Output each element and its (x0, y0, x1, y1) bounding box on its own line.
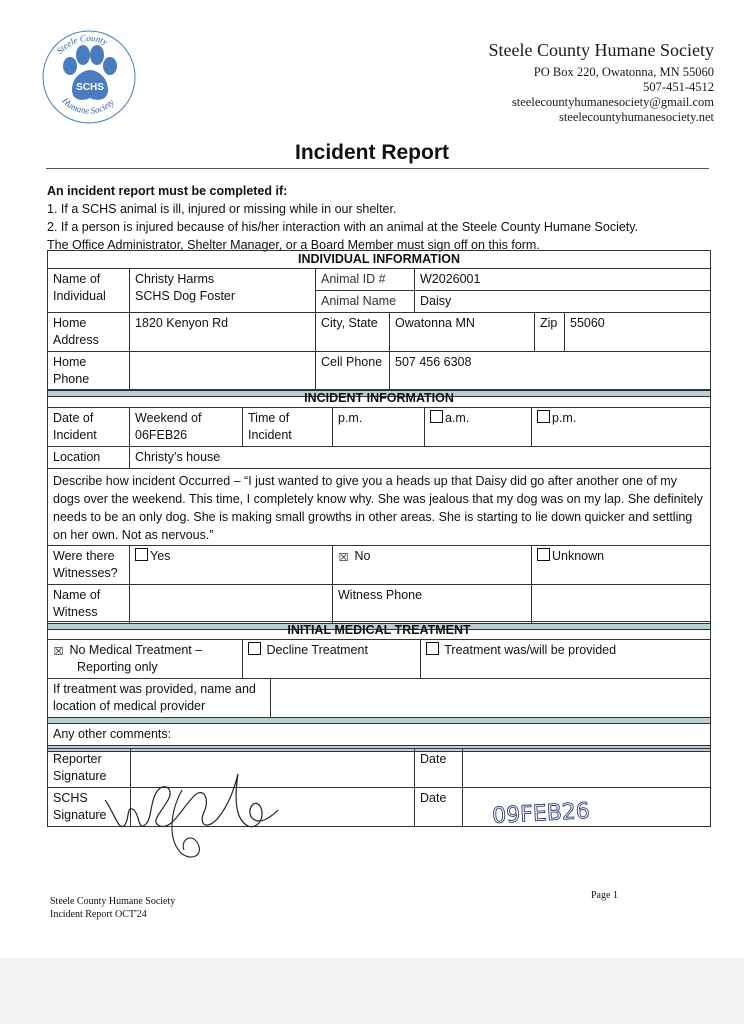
footer (50, 895, 175, 921)
witness-phone-field[interactable] (532, 585, 711, 624)
animal-name-field[interactable]: Daisy (415, 291, 711, 313)
no-label: No (354, 549, 371, 563)
section-individual-info: INDIVIDUAL INFORMATION (48, 251, 711, 269)
decline-checkbox[interactable] (248, 642, 261, 655)
org-email: steelecountyhumanesociety@gmail.com (511, 95, 714, 109)
home-address-field[interactable]: 1820 Kenyon Rd (130, 313, 316, 352)
am-checkbox[interactable] (430, 410, 443, 423)
location-label: Location (48, 447, 130, 469)
section-incident-info: INCIDENT INFORMATION (48, 390, 711, 408)
incident-info-table (47, 389, 711, 630)
location-field[interactable]: Christy’s house (130, 447, 711, 469)
incident-description-field[interactable]: Describe how incident Occurred – “I just wanted to give you a heads up that Daisy did go after another one of my dogs over the weekend. This time, I completely know why. She was jealous that my dog was on my lap. She definitely needs to be an only dog. She is making small growths in other areas. She is starting to lie down quicker and settling on her own. Not as nervous.” (48, 469, 711, 546)
name-label: Name of Individual (48, 269, 130, 313)
city-state-field[interactable]: Owatonna MN (390, 313, 535, 352)
name-value-2: SCHS Dog Foster (135, 289, 236, 303)
no-medical-option[interactable] (48, 640, 243, 679)
intro-signoff: The Office Administrator, Shelter Manager, or a Board Member must sign off on this form. (47, 238, 540, 252)
comments-field[interactable]: Any other comments: (48, 724, 711, 746)
intro-text (47, 182, 727, 254)
pm-checkbox[interactable] (537, 410, 550, 423)
title-divider (46, 168, 709, 169)
home-phone-label: Home Phone (48, 352, 130, 391)
footer-form-version: Incident Report OCT'24 (50, 909, 147, 920)
org-address: PO Box 220, Owatonna, MN 55060 (533, 65, 714, 79)
witnesses-label: Were there Witnesses? (48, 546, 130, 585)
provided-label: Treatment was/will be provided (444, 643, 617, 657)
zip-field[interactable]: 55060 (565, 313, 711, 352)
decline-option[interactable] (243, 640, 421, 679)
no-medical-label-2: Reporting only (77, 660, 158, 674)
provider-field[interactable] (271, 679, 711, 718)
reporter-signature-field[interactable] (131, 749, 415, 788)
footer-org: Steele County Humane Society (50, 896, 176, 907)
intro-item-1: 1. If a SCHS animal is ill, injured or missing while in our shelter. (47, 202, 397, 216)
pm-label: p.m. (552, 411, 577, 425)
provided-option[interactable] (421, 640, 711, 679)
handwritten-date-text: 09FEB26 (491, 798, 591, 830)
page-number: Page 1 (591, 890, 618, 901)
date-value-1: Weekend of (135, 411, 202, 425)
date-value-2: 06FEB26 (135, 428, 188, 442)
city-state-label: City, State (316, 313, 390, 352)
name-field[interactable] (130, 269, 316, 313)
org-name: Steele County Humane Society (488, 40, 714, 60)
scan-margin (0, 958, 744, 1024)
cell-phone-field[interactable]: 507 456 6308 (390, 352, 711, 391)
org-phone: 507-451-4512 (643, 80, 714, 94)
cell-phone-label: Cell Phone (316, 352, 390, 391)
schs-date-label: Date (415, 788, 463, 827)
yes-checkbox[interactable] (135, 548, 148, 561)
provider-label: If treatment was provided, name and location of medical provider (48, 679, 271, 718)
yes-label: Yes (150, 549, 171, 563)
time-of-incident-label: Time of Incident (243, 408, 333, 447)
schs-signature-field[interactable] (131, 788, 415, 827)
section-medical: INITIAL MEDICAL TREATMENT (48, 622, 711, 640)
logo-badge: SCHS (76, 82, 104, 93)
witness-name-field[interactable] (130, 585, 333, 624)
logo-arc-bottom: Humane Society (60, 95, 116, 116)
reporter-date-field[interactable] (463, 749, 711, 788)
reporter-date-label: Date (415, 749, 463, 788)
date-of-incident-label: Date of Incident (48, 408, 130, 447)
org-website: steelecountyhumanesociety.net (558, 110, 714, 124)
unknown-label: Unknown (552, 549, 605, 563)
decline-label: Decline Treatment (266, 643, 368, 657)
witness-unknown-option[interactable] (532, 546, 711, 585)
medical-treatment-table (47, 621, 711, 752)
schs-logo (40, 28, 138, 126)
page-title: Incident Report (294, 141, 449, 164)
zip-label: Zip (535, 313, 565, 352)
org-header (489, 40, 714, 125)
provided-checkbox[interactable] (426, 642, 439, 655)
animal-name-label: Animal Name (316, 291, 415, 313)
am-label: a.m. (445, 411, 470, 425)
name-value: Christy Harms (135, 272, 215, 286)
animal-id-label: Animal ID # (316, 269, 415, 291)
witness-name-label: Name of Witness (48, 585, 130, 624)
individual-info-table (47, 250, 711, 397)
pm-option[interactable] (532, 408, 711, 447)
signature-table (47, 748, 711, 830)
home-address-label: Home Address (48, 313, 130, 352)
animal-id-field[interactable]: W2026001 (415, 269, 711, 291)
schs-signature-label: SCHS Signature (48, 788, 131, 827)
intro-item-2: 2. If a person is injured because of his/her interaction with an animal at the Steele County Humane Society. (47, 220, 639, 234)
witness-no-option[interactable] (333, 546, 532, 585)
home-phone-field[interactable] (130, 352, 316, 391)
time-field[interactable]: p.m. (333, 408, 425, 447)
schs-date-field[interactable] (463, 788, 711, 830)
intro-heading: An incident report must be completed if: (47, 184, 288, 198)
no-checkbox-checked[interactable]: ☒ (338, 552, 349, 564)
witness-phone-label: Witness Phone (333, 585, 532, 624)
logo-arc-top: Steele County (54, 32, 109, 56)
no-medical-checkbox-checked[interactable]: ☒ (53, 646, 64, 658)
witness-yes-option[interactable] (130, 546, 333, 585)
am-option[interactable] (425, 408, 532, 447)
reporter-signature-label: Reporter Signature (48, 749, 131, 788)
unknown-checkbox[interactable] (537, 548, 550, 561)
no-medical-label: No Medical Treatment – (69, 643, 203, 657)
date-of-incident-field[interactable] (130, 408, 243, 447)
